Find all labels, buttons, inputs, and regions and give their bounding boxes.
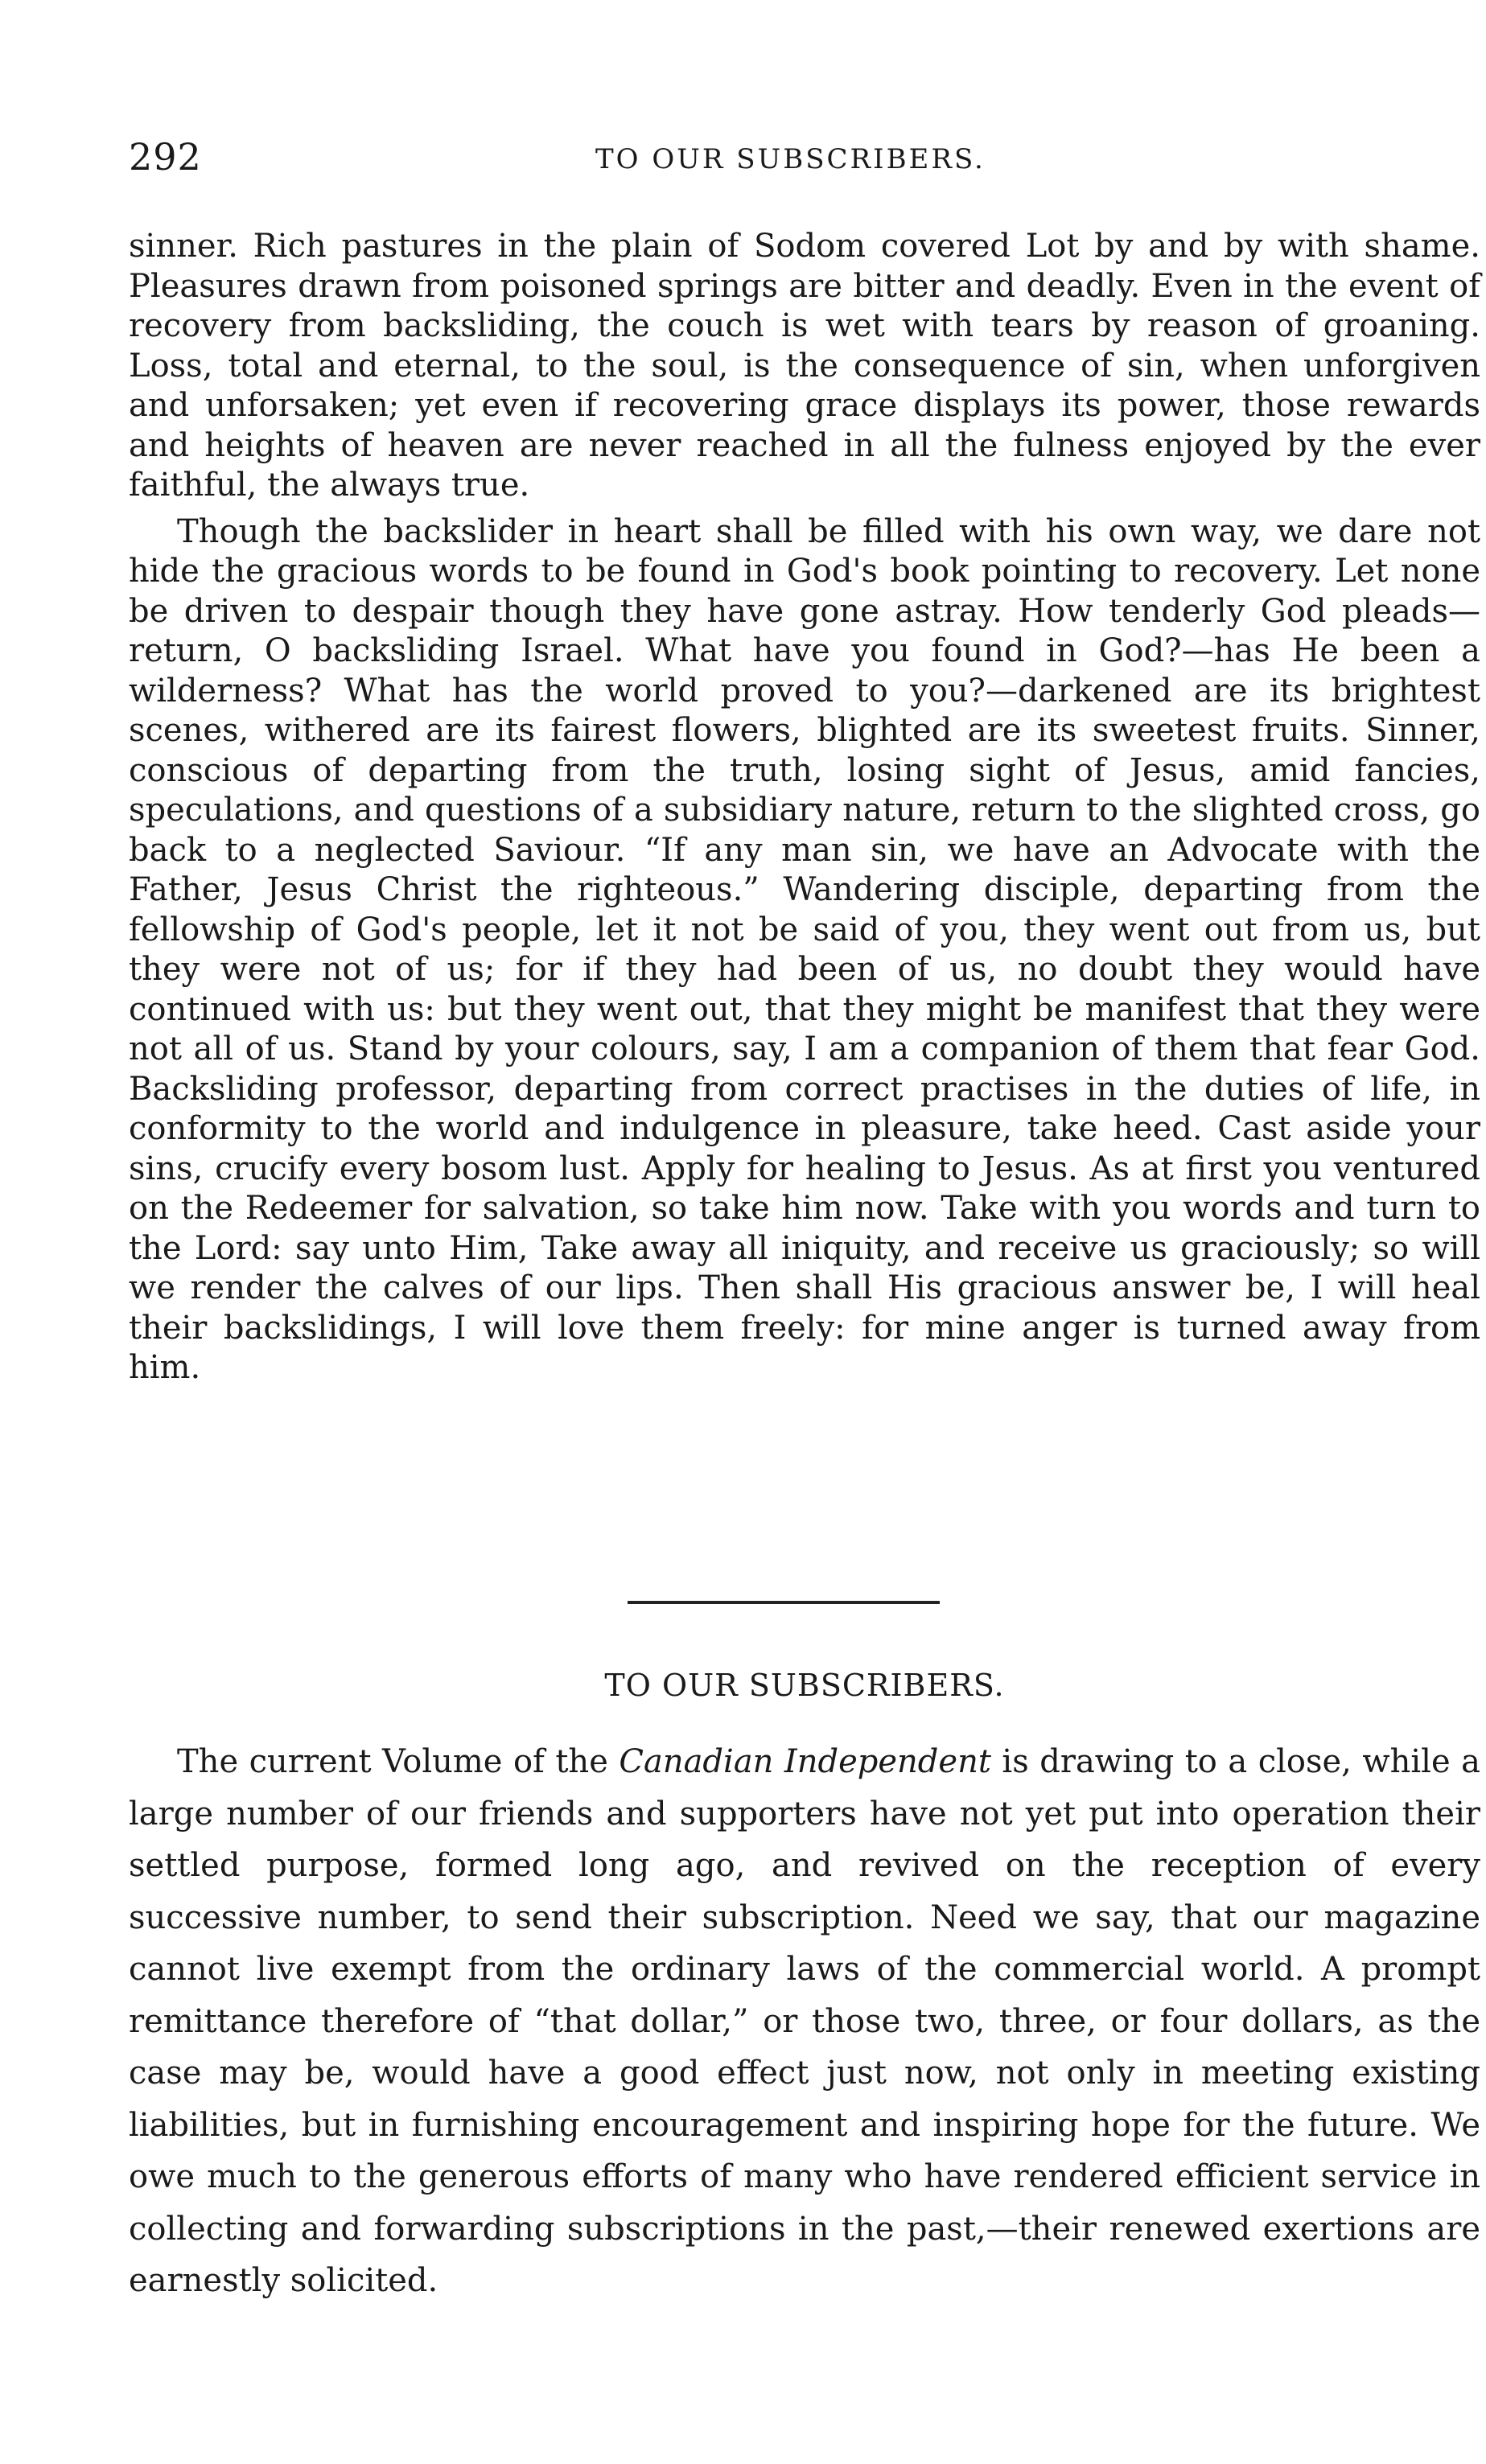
running-head bbox=[129, 135, 1480, 183]
running-title: TO OUR SUBSCRIBERS. bbox=[595, 143, 986, 175]
page-number: 292 bbox=[129, 135, 202, 179]
notice-paragraph bbox=[129, 1736, 1480, 2307]
article-paragraph: Though the backslider in heart shall be filled with his own way, we dare not hide the gracious words to be found in God's book pointing to recovery. Let none be driven to despair though they have gone astray. How tenderly God pleads—return, O backsliding Israel. What have you found in God?—has He been a wilderness? What has the world proved to you?—darkened are its brightest scenes, withered are its fairest flowers, blighted are its sweetest fruits. Sinner, conscious of departing from the truth, losing sight of Jesus, amid fancies, speculations, and questions of a subsidiary nature, return to the slighted cross, go back to a neglected Saviour. “If any man sin, we have an Advocate with the Father, Jesus Christ the righteous.” Wandering disciple, departing from the fellowship of God's people, let it not be said of you, they went out from us, but they were not of us; for if they had been of us, no doubt they would have continued with us: but they went out, that they might be manifest that they were not all of us. Stand by your colours, say, I am a companion of them that fear God. Backsliding professor, departing from correct practises in the duties of life, in conformity to the world and indulgence in pleasure, take heed. Cast aside your sins, crucify every bosom lust. Apply for healing to Jesus. As at first you ventured on the Redeemer for salvation, so take him now. Take with you words and turn to the Lord: say unto Him, Take away all iniquity, and receive us graciously; so will we render the calves of our lips. Then shall His gracious answer be, I will heal their backslidings, I will love them freely: for mine anger is turned away from him. bbox=[129, 512, 1480, 1386]
article-body bbox=[129, 227, 1480, 1388]
notice-body bbox=[129, 1736, 1480, 2307]
notice-text-before: The current Volume of the bbox=[177, 1743, 620, 1780]
magazine-title: Canadian Independent bbox=[619, 1743, 991, 1780]
notice-text-after: is drawing to a close, while a large number of our friends and supporters have not yet put into operation their settled purpose, formed long ago, and revived on the reception of every successive number, to send their subscription. Need we say, that our magazine cannot live exempt from the ordinary laws of the commercial world. A prompt remittance therefore of “that dollar,” or those two, three, or four dollars, as the case may be, would have a good effect just now, not only in meeting existing liabilities, but in furnishing encouragement and inspiring hope for the future. We owe much to the generous efforts of many who have rendered efficient service in collecting and forwarding subscriptions in the past,—their renewed exertions are earnestly solicited. bbox=[129, 1743, 1480, 2299]
article-paragraph: sinner. Rich pastures in the plain of Sodom covered Lot by and by with shame. Pleasures drawn from poisoned springs are bitter and deadly. Even in the event of recovery from backsliding, the couch is wet with tears by reason of groaning. Loss, total and eternal, to the soul, is the consequence of sin, when unforgiven and unforsaken; yet even if recovering grace displays its power, those rewards and heights of heaven are never reached in all the fulness enjoyed by the ever faithful, the always true. bbox=[129, 228, 1480, 504]
section-divider bbox=[628, 1601, 940, 1604]
notice-heading: TO OUR SUBSCRIBERS. bbox=[604, 1668, 1005, 1703]
